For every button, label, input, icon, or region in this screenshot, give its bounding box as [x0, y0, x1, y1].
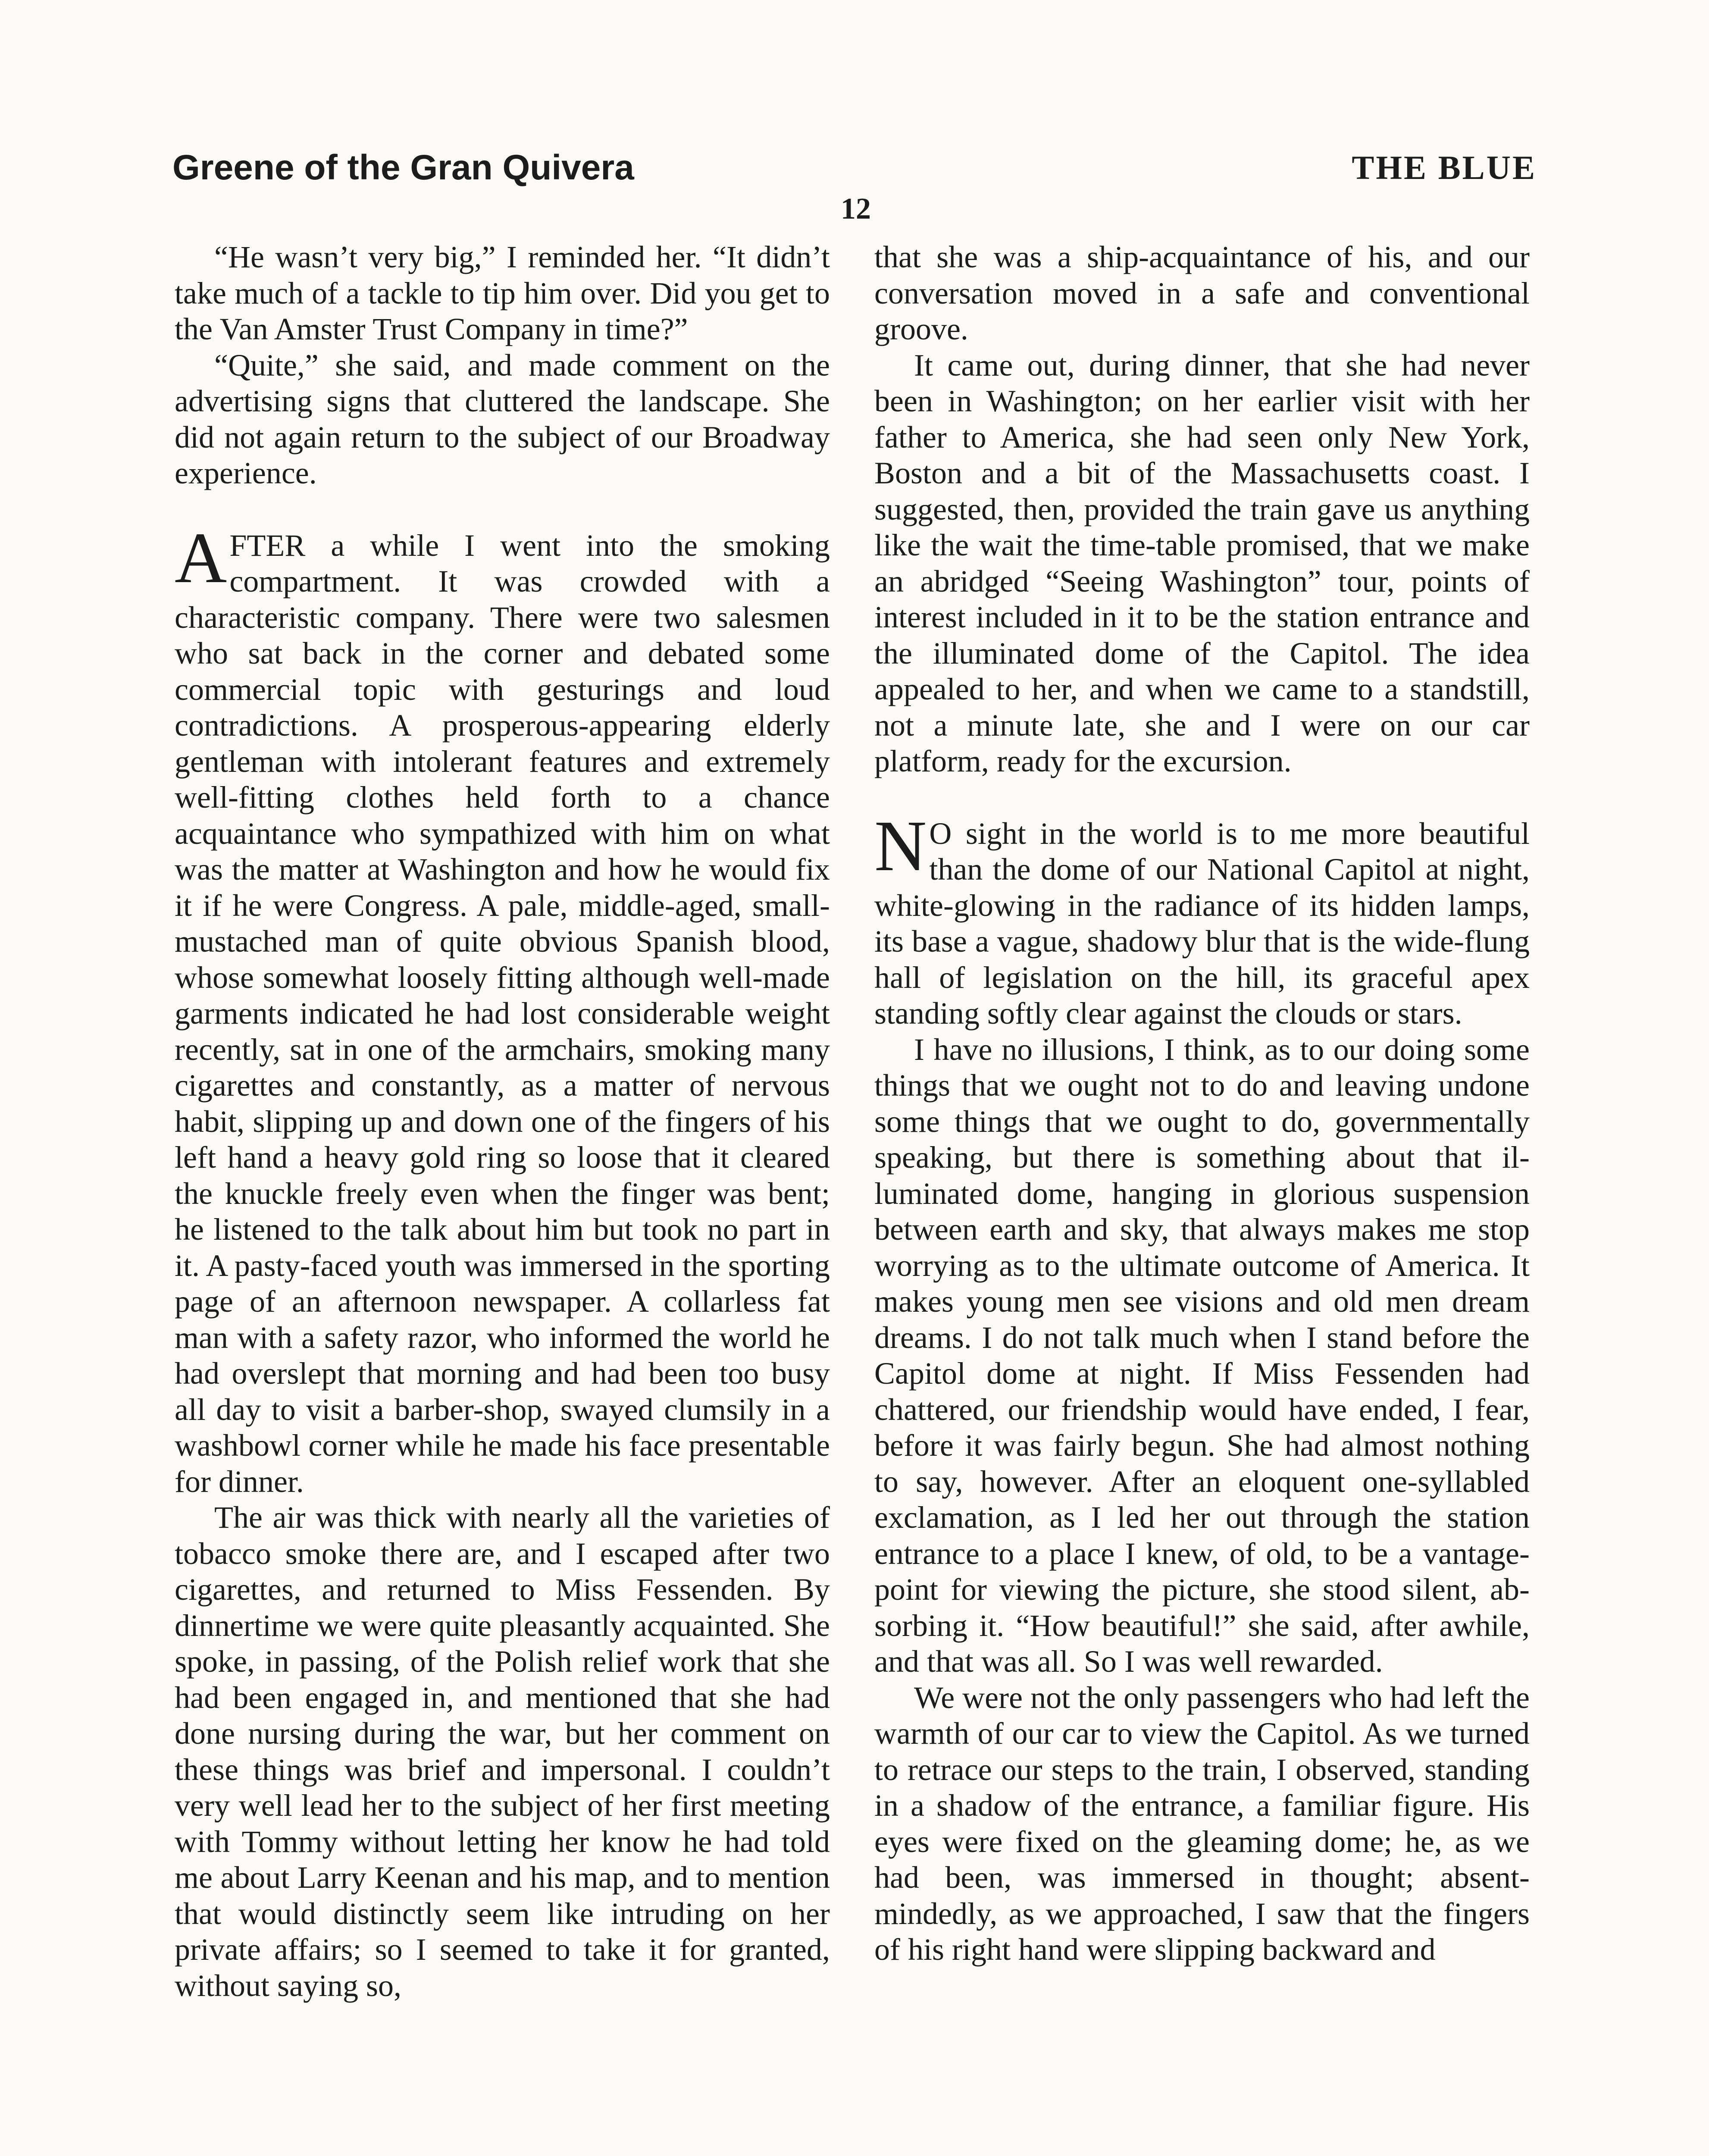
paragraph: The air was thick with nearly all the varieties of tobacco smoke there are, and I escaped after two cigarettes, and returned to Miss Fessenden. By dinnertime we were quite pleasantly acquainted. She spoke, in passing, of the Polish relief work that she had been engaged in, and mentioned that she had done nursing during the war, but her comment on these things was brief and impersonal. I couldn’t very well lead her to the subject of her first meeting with Tommy without letting her know he had told me about Larry Keenan and his map, and to mention that would distinctly seem like intruding on her private affairs; so I seemed to take it for granted, without saying so, [175, 1500, 830, 2003]
paragraph: that she was a ship-acquaintance of his, and our conversation moved in a safe and conventional groove. [874, 240, 1530, 346]
drop-cap: A [175, 517, 227, 598]
paragraph-text: FTER a while I went into the smoking compartment. It was crowded with a characteristic company. There were two salesmen who sat back in the corner and debated some commercial topic with gesturings and loud contradictions. A prosperous-appearing elderly gentleman with intolerant features and extremely well-fitting clothes held forth to a chance acquaintance who sympathized with him on what was the matter at Washington and how he would fix it if he were Congress. A pale, middle-aged, small-mustached man of quite obvious Spanish blood, whose somewhat loosely fitting although well-made garments indicated he had lost considerable weight recently, sat in one of the armchairs, smoking many cigarettes and constantly, as a matter of nervous habit, slipping up and down one of the fingers of his left hand a heavy gold ring so loose that it cleared the knuckle freely even when the finger was bent; he listened to the talk about him but took no part in it. A pasty-faced youth was immersed in the sporting page of an afternoon newspaper. A collarless fat man with a safety razor, who informed the world he had overslept that morning and had been too busy all day to visit a barber-shop, swayed clumsily in a washbowl corner while he made his face presentable for dinner. [175, 528, 830, 1499]
paragraph: “Quite,” she said, and made comment on the advertising signs that cluttered the landscape. She did not again return to the subject of our Broadway experience. [175, 348, 830, 490]
paragraph-text: O sight in the world is to me more beautiful than the dome of our National Capitol at night, white-glowing in the radiance of its hidden lamps, its base a vague, shadowy blur that is the wide-flung hall of legislation on the hill, its graceful apex standing softly clear against the clouds or stars. [874, 816, 1530, 1031]
paragraph: “He wasn’t very big,” I reminded her. “It didn’t take much of a tackle to tip him over. Did you get to the Van Amster Trust Company in time?” [175, 240, 830, 346]
drop-cap: N [874, 805, 927, 886]
magazine-title: THE BLUE [1352, 149, 1537, 186]
paragraph: We were not the only passengers who had left the warmth of our car to view the Capitol. As we turned to retrace our steps to the train, I observed, standing in a shadow of the entrance, a familiar figure. His eyes were fixed on the gleaming dome; he, as we had been, was immersed in thought; absent-mindedly, as we approached, I saw that the fingers of his right hand were slipping backward and [874, 1680, 1530, 1967]
story-title: Greene of the Gran Quivera [172, 148, 634, 187]
page-number: 12 [841, 192, 871, 226]
section-paragraph [175, 517, 830, 1500]
left-column [175, 239, 830, 2004]
section-paragraph [874, 805, 1530, 1032]
paragraph: I have no illusions, I think, as to our doing some things that we ought not to do and leaving undone some things that we ought to do, governmentally speaking, but there is something about that illuminated dome, hanging in glorious suspension between earth and sky, that always makes me stop worrying as to the ultimate outcome of America. It makes young men see visions and old men dream dreams. I do not talk much when I stand before the Capitol dome at night. If Miss Fessenden had chattered, our friendship would have ended, I fear, before it was fairly begun. She had almost nothing to say, however. After an eloquent one-syllabled exclamation, as I led her out through the station entrance to a place I knew, of old, to be a vantage-point for viewing the picture, she stood silent, absorbing it. “How beautiful!” she said, after awhile, and that was all. So I was well rewarded. [874, 1032, 1530, 1679]
right-column [874, 239, 1530, 1968]
paragraph: It came out, during dinner, that she had never been in Washington; on her earlier visit with her father to America, she had seen only New York, Boston and a bit of the Massachusetts coast. I suggested, then, provided the train gave us anything like the wait the time-table promised, that we make an abridged “Seeing Washington” tour, points of interest included in it to be the station entrance and the illuminated dome of the Capitol. The idea appealed to her, and when we came to a standstill, not a minute late, she and I were on our car platform, ready for the excursion. [874, 348, 1530, 778]
